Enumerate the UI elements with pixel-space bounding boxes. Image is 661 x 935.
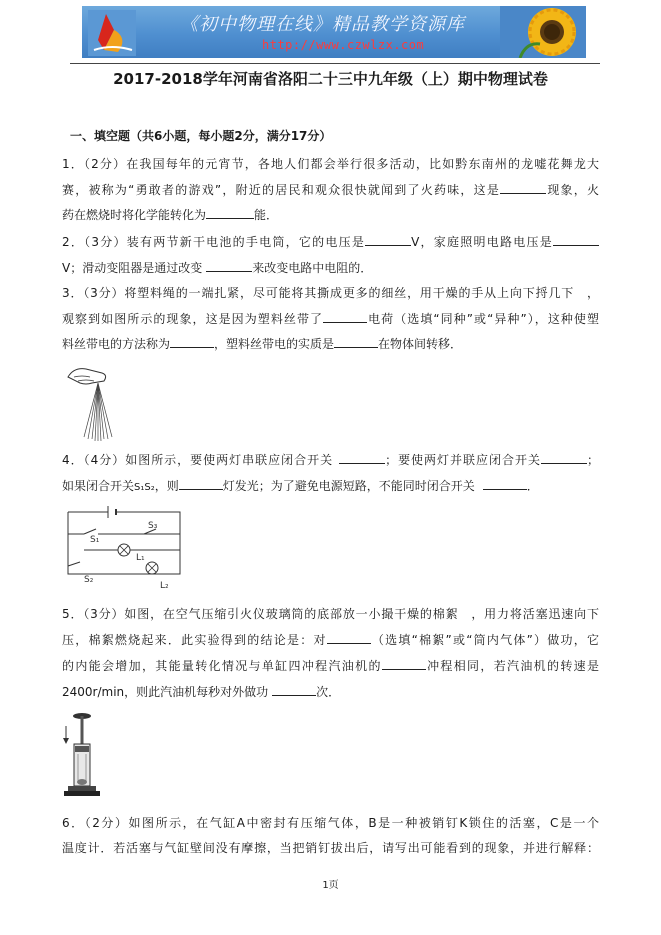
- q5-text: 2400r/min，则此汽油机每秒对外做功: [62, 685, 269, 699]
- header-divider: [70, 63, 600, 64]
- q6-line1: 6．（2分）如图所示，在气缸A中密封有压缩气体，B是一种被销钉K锁住的活塞，C是一个: [62, 816, 599, 830]
- q3-text: 电荷（选填“同种”或“异种”），这种使塑: [367, 312, 599, 326]
- q5-line2: [62, 632, 599, 647]
- label-s1: S₁: [90, 535, 100, 545]
- q1-blank-2[interactable]: [206, 207, 254, 219]
- q5-text: （选填“棉絮”或“筒内气体”）做功，它: [370, 633, 599, 647]
- q4-text: ．: [526, 479, 539, 493]
- sunflower-icon: [500, 6, 586, 58]
- q4-line2: [62, 478, 539, 495]
- circuit-diagram: [64, 504, 186, 592]
- site-logo-icon: [88, 10, 136, 56]
- q4-text: ；要使两灯并联应闭合开关: [385, 453, 541, 467]
- q4-text: ；: [586, 453, 599, 467]
- label-l1: L₁: [136, 553, 145, 563]
- q5-blank-1[interactable]: [327, 632, 371, 644]
- q1-text: 能．: [254, 208, 279, 222]
- header-banner: [82, 6, 586, 58]
- q1-blank-1[interactable]: [500, 182, 546, 194]
- banner-url: http://www.czwlzx.com: [262, 38, 425, 52]
- q3-text: 在物体间转移．: [378, 337, 463, 351]
- q3-line3: [62, 336, 462, 351]
- q2-blank-3[interactable]: [206, 260, 252, 272]
- q4-text: 4．（4分）如图所示，要使两灯串联应闭合开关: [62, 453, 334, 467]
- q5-blank-2[interactable]: [382, 658, 426, 670]
- q3-line2: [62, 311, 599, 326]
- q4-text: 如果闭合开关: [62, 479, 135, 493]
- plastic-strands-figure: [64, 363, 120, 443]
- q3-line1: 3．（3分）将塑料绳的一端扎紧，尽可能将其撕成更多的细丝，用干燥的手从上向下捋几下 ，: [62, 286, 599, 300]
- section-heading: 一、填空题（共6小题，每小题2分，满分17分）: [70, 129, 332, 143]
- q1-line2: [62, 182, 599, 197]
- q4-text: ，则: [154, 479, 179, 493]
- q3-blank-2[interactable]: [170, 336, 214, 348]
- q2-blank-1[interactable]: [365, 234, 411, 246]
- q1-line3: [62, 207, 278, 222]
- q4-text: 灯发光；为了避免电源短路，不能同时闭合开关: [222, 479, 475, 493]
- q4-blank-4[interactable]: [483, 478, 527, 490]
- q2-blank-2[interactable]: [553, 234, 599, 246]
- q5-text: 冲程相同，若汽油机的转速是: [425, 659, 599, 673]
- q3-text: ，塑料丝带电的实质是: [214, 337, 335, 351]
- compression-igniter-figure: [62, 710, 102, 800]
- q5-text: 次．: [316, 685, 341, 699]
- q3-text: 料丝带电的方法称为: [62, 337, 171, 351]
- q5-text: 的内能会增加，其能量转化情况与单缸四冲程汽油机的: [62, 659, 382, 673]
- label-l2: L₂: [160, 581, 169, 591]
- q2-line1: [62, 234, 599, 249]
- q4-blank-3[interactable]: [179, 478, 223, 490]
- q5-text: 压，棉絮燃烧起来．此实验得到的结论是：对: [62, 633, 327, 647]
- q2-text: 来改变电路中电阻的．: [252, 261, 373, 275]
- q5-line1: 5．（3分）如图，在空气压缩引火仪玻璃筒的底部放一小撮干燥的棉絮 ，用力将活塞迅速向下: [62, 607, 599, 621]
- q3-blank-3[interactable]: [334, 336, 378, 348]
- q4-blank-2[interactable]: [541, 452, 587, 464]
- q4-blank-1[interactable]: [339, 452, 385, 464]
- q5-line3: [62, 658, 599, 673]
- q1-text: 现象，火: [546, 183, 599, 197]
- banner-title: 《初中物理在线》精品教学资源库: [180, 14, 465, 35]
- page-number: 1页: [322, 880, 339, 891]
- q2-text: V，家庭照明电路电压是: [411, 235, 553, 249]
- q4-line1: [62, 452, 599, 467]
- q2-line2: [62, 260, 372, 275]
- q1-text: 药在燃烧时将化学能转化为: [62, 208, 207, 222]
- q5-line4: [62, 684, 340, 699]
- q6-line2: 温度计．若活塞与气缸壁间没有摩擦，当把销钉拔出后，请写出可能看到的现象，并进行解释：: [62, 841, 599, 855]
- label-s3: S₃: [148, 521, 158, 531]
- q2-text: V；滑动变阻器是通过改变: [62, 261, 203, 275]
- label-s2: S₂: [84, 575, 94, 585]
- page-title: 2017-2018学年河南省洛阳二十三中九年级（上）期中物理试卷: [113, 70, 548, 88]
- q2-text: 2．（3分）装有两节新干电池的手电筒，它的电压是: [62, 235, 366, 249]
- q5-blank-3[interactable]: [272, 684, 316, 696]
- q1-text: 赛，被称为“勇敢者的游戏”，附近的居民和观众很快就闻到了火药味，这是: [62, 183, 501, 197]
- q3-blank-1[interactable]: [323, 311, 367, 323]
- q3-text: 观察到如图所示的现象，这是因为塑料丝带了: [62, 312, 324, 326]
- q4-switch-text: S₁S₂: [134, 482, 155, 493]
- q1-line1: 1．（2分）在我国每年的元宵节，各地人们都会举行很多活动，比如黔东南州的龙嘘花舞龙大: [62, 157, 599, 171]
